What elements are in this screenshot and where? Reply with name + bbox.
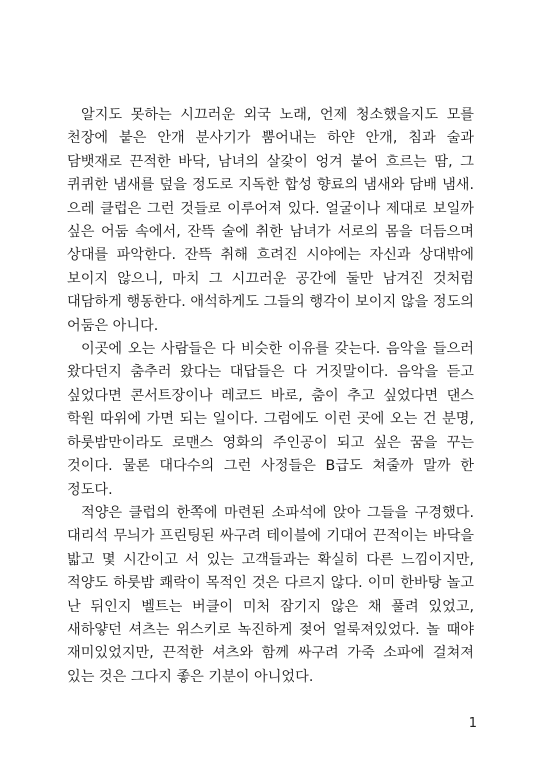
paragraph-2: 이곳에 오는 사람들은 다 비슷한 이유를 갖는다. 음악을 들으러 왔다던지 춤추러 왔다는 대답들은 다 거짓말이다. 음악을 듣고 싶었다면 콘서트장이나 레코드 바로, 춤이 추고 싶었다면 댄스 학원 따위에 가면 되는 일이다. 그럼에도 이런 곳에 오는 건 분명, 하룻밤만이라도 로맨스 영화의 주인공이 되고 싶은 꿈을 꾸는 것이다. 물론 대다수의 그런 사정들은 B급도 쳐줄까 말까 한 정도다. [67, 341, 474, 498]
paragraph-1: 알지도 못하는 시끄러운 외국 노래, 언제 청소했을지도 모를 천장에 붙은 안개 분사기가 뿜어내는 하얀 안개, 침과 술과 담뱃재로 끈적한 바닥, 남녀의 살갗이 엉겨 붙어 흐르는 땀, 그 퀴퀴한 냄새를 덮을 정도로 지독한 합성 향료의 냄새와 담배 냄새. 으레 클럽은 그런 것들로 이루어져 있다. 얼굴이나 제대로 보일까 싶은 어둠 속에서, 잔뜩 술에 취한 남녀가 서로의 몸을 더듬으며 상대를 파악한다. 잔뜩 취해 흐려진 시야에는 자신과 상대밖에 보이지 않으니, 마치 그 시끄러운 공간에 둘만 남겨진 것처럼 대담하게 행동한다. 애석하게도 그들의 행각이 보이지 않을 정도의 어둠은 아니다. [67, 107, 474, 334]
body-text [67, 104, 474, 689]
page-number: 1 [468, 716, 477, 731]
paragraph-3: 적양은 클럽의 한쪽에 마련된 소파석에 앉아 그들을 구경했다. 대리석 무늬가 프린팅된 싸구려 테이블에 기대어 끈적이는 바닥을 밟고 몇 시간이고 서 있는 고객들과는 확실히 다른 느낌이지만, 적양도 하룻밤 쾌락이 목적인 것은 다르지 않다. 이미 한바탕 놀고 난 뒤인지 벨트는 버클이 미처 잠기지 않은 채 풀려 있었고, 새하얗던 셔츠는 위스키로 녹진하게 젖어 얼룩져있었다. 놀 때야 재미있었지만, 끈적한 셔츠와 함께 싸구려 가죽 소파에 걸쳐져 있는 것은 그다지 좋은 기분이 아니었다. [67, 504, 474, 685]
